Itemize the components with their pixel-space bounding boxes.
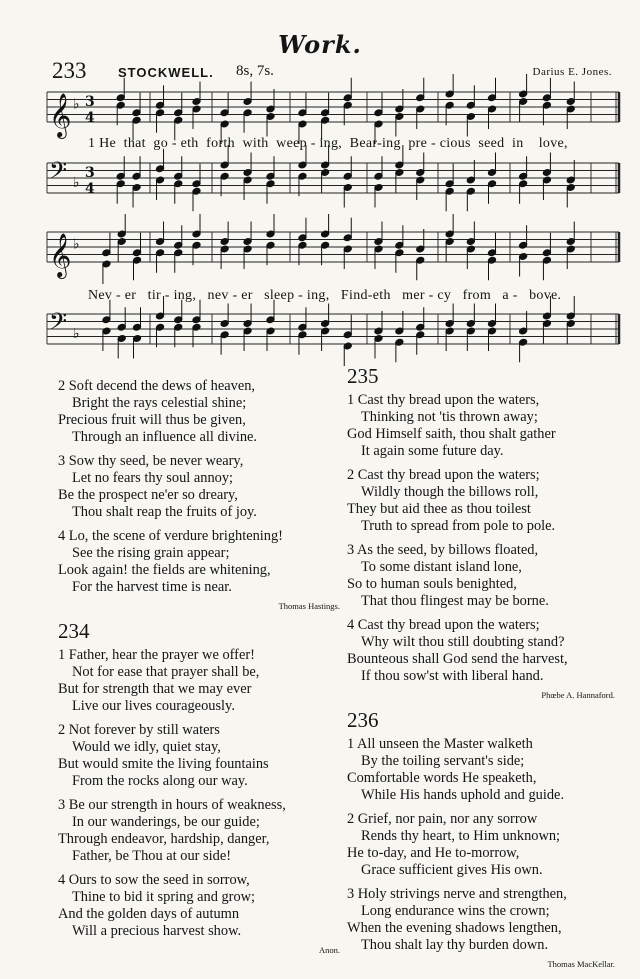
- stanza-line: While His hands uphold and guide.: [361, 787, 565, 803]
- stanza-line: 4 Lo, the scene of verdure brightening!: [58, 528, 283, 544]
- time-signature-top: 3: [85, 94, 95, 110]
- stanza-line: Long endurance wins the crown;: [361, 903, 550, 919]
- time-signature-top: 3: [85, 165, 95, 181]
- stanza-line: Father, be Thou at our side!: [72, 848, 232, 864]
- stanza: [347, 886, 615, 954]
- stanza-line: 2 Cast thy bread upon the waters;: [347, 467, 540, 483]
- stanza: [58, 722, 340, 790]
- stanza-line: Let no fears thy soul annoy;: [72, 470, 234, 486]
- author: Thomas Hastings.: [278, 601, 340, 611]
- tune-name: STOCKWELL.: [118, 65, 214, 80]
- stanza-line: Truth to spread from pole to pole.: [361, 518, 556, 534]
- stanza-line: Not for ease that prayer shall be,: [72, 664, 260, 680]
- hymn-number: 234: [58, 619, 90, 643]
- stanza-line: 1 All unseen the Master walketh: [347, 736, 533, 752]
- stanza-line: They but aid thee as thou toilest: [347, 501, 531, 517]
- stanza: [347, 811, 615, 879]
- stanza: [58, 453, 340, 521]
- stanza-line: It again some future day.: [361, 443, 504, 459]
- stanza: [347, 617, 615, 685]
- bass-clef-icon: 𝄢: [49, 307, 68, 341]
- lyric-line-1: 1 He that go - eth forth with weep - ing, Bear-ing pre - cious seed in love,: [88, 136, 568, 151]
- stanza-line: God Himself saith, thou shalt gather: [347, 426, 556, 442]
- stanza-line: In our wanderings, be our guide;: [72, 814, 260, 830]
- hymn-236-stanzas: [347, 736, 615, 954]
- stanza-line: 1 Father, hear the prayer we offer!: [58, 647, 255, 663]
- stanza-line: 3 As the seed, by billows floated,: [347, 542, 539, 558]
- stanza: [347, 467, 615, 535]
- hymn-235-stanzas: [347, 392, 615, 685]
- stanza-line: But for strength that we may ever: [58, 681, 252, 697]
- stanza-line: Would we idly, quiet stay,: [72, 739, 221, 755]
- stanza-line: Look again! the fields are whitening,: [58, 562, 271, 578]
- stanza-line: So to human souls benighted,: [347, 576, 517, 592]
- bass-clef-icon: 𝄢: [49, 156, 68, 190]
- stanza: [58, 378, 340, 446]
- stanza-line: 1 Cast thy bread upon the waters,: [347, 392, 540, 408]
- stanza-line: 3 Holy strivings nerve and strengthen,: [347, 886, 567, 902]
- right-column: [347, 362, 615, 977]
- stanza-line: By the toiling servant's side;: [361, 753, 525, 769]
- stanza: [58, 872, 340, 940]
- stanza-line: Will a precious harvest show.: [72, 923, 242, 939]
- stanza-line: Thou shalt lay thy burden down.: [361, 937, 549, 953]
- hymn-number: 235: [347, 364, 379, 388]
- stanza-line: 2 Soft decend the dews of heaven,: [58, 378, 256, 394]
- stanza-line: 4 Cast thy bread upon the waters;: [347, 617, 540, 633]
- stanza-line: Thine to bid it spring and grow;: [72, 889, 256, 905]
- stanza-line: Through endeavor, hardship, danger,: [58, 831, 270, 847]
- stanza-line: Comfortable words He speaketh,: [347, 770, 537, 786]
- hymn-number: 233: [52, 58, 87, 83]
- stanza-line: Wildly though the billows roll,: [361, 484, 539, 500]
- stanza: [58, 797, 340, 865]
- flat-icon: ♭: [73, 236, 80, 253]
- stanza-line: Precious fruit will thus be given,: [58, 412, 246, 428]
- stanza-line: 2 Not forever by still waters: [58, 722, 220, 738]
- stanza-line: 3 Be our strength in hours of weakness,: [58, 797, 286, 813]
- stanza-line: For the harvest time is near.: [72, 579, 232, 595]
- stanza-line: Thou shalt reap the fruits of joy.: [72, 504, 257, 520]
- stanza: [58, 528, 340, 596]
- stanza-line: Grace sufficient gives His own.: [361, 862, 543, 878]
- stanza: [58, 647, 340, 715]
- stanza-line: But would smite the living fountains: [58, 756, 269, 772]
- treble-clef-icon: 𝄞: [49, 233, 72, 277]
- flat-icon: ♭: [73, 175, 80, 191]
- page-title: Work.: [278, 30, 362, 59]
- stanza-line: He to-day, and He to-morrow,: [347, 845, 520, 861]
- flat-icon: ♭: [73, 326, 80, 342]
- stanza-line: From the rocks along our way.: [72, 773, 248, 789]
- composer: Darius E. Jones.: [532, 66, 612, 78]
- treble-clef-icon: 𝄞: [49, 93, 72, 137]
- author: Thomas MacKellar.: [547, 959, 615, 969]
- author: Phœbe A. Hannaford.: [541, 690, 615, 700]
- stanza-line: That thou flingest may be borne.: [361, 593, 549, 609]
- lyric-line-2: Nev - er tir - ing, nev - er sleep - ing, Find-eth mer - cy from a - bove.: [88, 288, 562, 303]
- music-notation: [0, 0, 640, 379]
- stanza: [347, 392, 615, 460]
- stanza-line: Live our lives courageously.: [72, 698, 235, 714]
- stanza: [347, 542, 615, 610]
- time-signature-bottom: 4: [85, 181, 95, 197]
- hymn-234-stanzas: [58, 647, 340, 940]
- author: Anon.: [318, 945, 340, 955]
- stanza-line: 2 Grief, nor pain, nor any sorrow: [347, 811, 538, 827]
- stanza-line: Why wilt thou still doubting stand?: [361, 634, 565, 650]
- meter: 8s, 7s.: [236, 63, 274, 79]
- stanza-line: And the golden days of autumn: [58, 906, 240, 922]
- stanza-line: Bright the rays celestial shine;: [72, 395, 247, 411]
- stanza-line: See the rising grain appear;: [72, 545, 230, 561]
- hymn-number: 236: [347, 708, 379, 732]
- stanza-line: Be the prospect ne'er so dreary,: [58, 487, 238, 503]
- stanza-line: Rends thy heart, to Him unknown;: [361, 828, 561, 844]
- stanza-line: Bounteous shall God send the harvest,: [347, 651, 568, 667]
- time-signature-bottom: 4: [85, 110, 95, 126]
- stanza-line: 3 Sow thy seed, be never weary,: [58, 453, 244, 469]
- hymn-233-stanzas: [58, 378, 340, 596]
- stanza-line: Thinking not 'tis thrown away;: [361, 409, 538, 425]
- stanza-line: 4 Ours to sow the seed in sorrow,: [58, 872, 250, 888]
- stanza-line: When the evening shadows lengthen,: [347, 920, 562, 936]
- stanza: [347, 736, 615, 804]
- stanza-line: Through an influence all divine.: [72, 429, 258, 445]
- flat-icon: ♭: [73, 96, 80, 113]
- stanza-line: To some distant island lone,: [361, 559, 522, 575]
- stanza-line: If thou sow'st with liberal hand.: [361, 668, 544, 684]
- left-column: [58, 378, 340, 963]
